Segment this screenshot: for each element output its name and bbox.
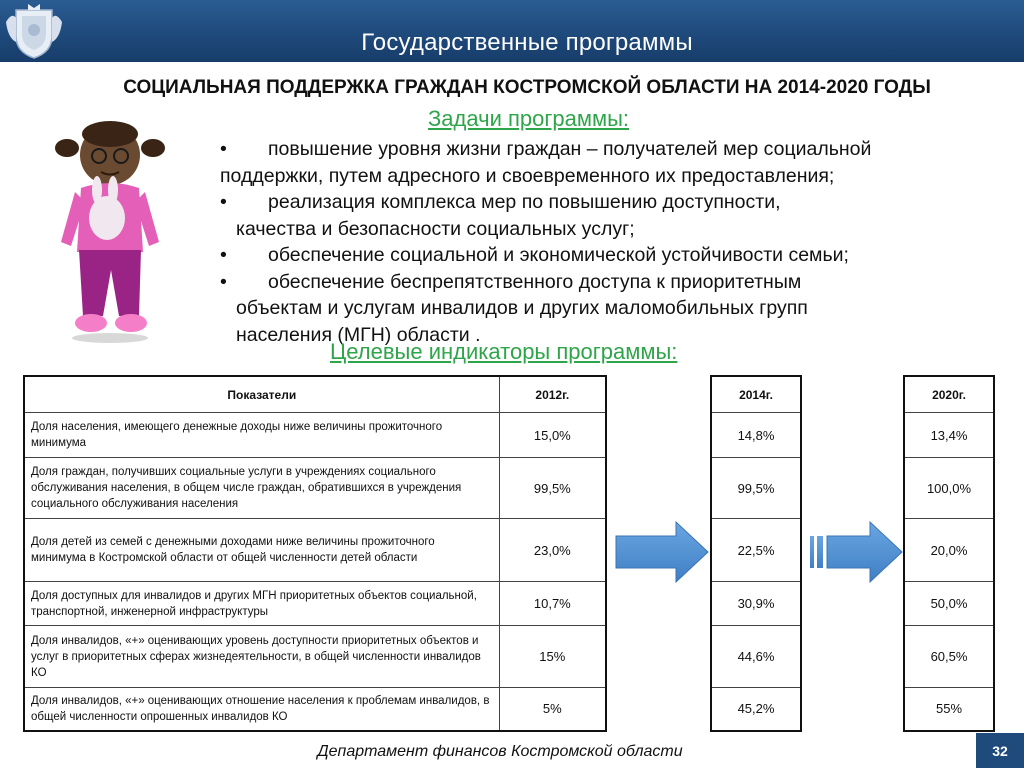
- value-2012: 15%: [499, 626, 606, 688]
- value-2020: 20,0%: [904, 519, 994, 582]
- footer-department: Департамент финансов Костромской области: [317, 743, 683, 760]
- table-row: [24, 688, 606, 731]
- value-2020: 55%: [904, 688, 994, 731]
- header-indicator: Показатели: [24, 376, 499, 413]
- task-text: реализация комплекса мер по повышению доступности,: [268, 191, 781, 213]
- bullet: •: [220, 270, 227, 293]
- value-2014: 99,5%: [711, 458, 801, 519]
- task-item-2: [220, 189, 980, 242]
- table-row: [711, 519, 801, 582]
- page-title: СОЦИАЛЬНАЯ ПОДДЕРЖКА ГРАЖДАН КОСТРОМСКОЙ ОБЛАСТИ НА 2014-2020 ГОДЫ: [123, 77, 931, 98]
- indicator-name: Доля инвалидов, «+» оценивающих уровень доступности приоритетных объектов и услуг в приоритетных сферах жизнедеятельности, в общей численности инвалидов КО: [24, 626, 499, 688]
- header-title: Государственные программы: [361, 29, 693, 56]
- indicator-name: Доля населения, имеющего денежные доходы ниже величины прожиточного минимума: [24, 413, 499, 458]
- table-row: [24, 458, 606, 519]
- value-2020: 50,0%: [904, 582, 994, 626]
- task-text: поддержки, путем адресного и своевременного их предоставления;: [220, 164, 835, 187]
- task-text: повышение уровня жизни граждан – получателей мер социальной: [268, 138, 872, 160]
- indicator-name: Доля детей из семей с денежными доходами ниже величины прожиточного минимума в Костромской области от общей численности детей области: [24, 519, 499, 582]
- value-2014: 14,8%: [711, 413, 801, 458]
- value-2014: 44,6%: [711, 626, 801, 688]
- striped-right-arrow-icon: [808, 520, 904, 584]
- header-2020: 2020г.: [904, 376, 994, 413]
- bullet: •: [220, 138, 227, 160]
- indicator-name: Доля доступных для инвалидов и других МГН приоритетных объектов социальной, транспортной, инженерной инфраструктуры: [24, 582, 499, 626]
- value-2014: 22,5%: [711, 519, 801, 582]
- table-row: [711, 413, 801, 458]
- task-text: обеспечение социальной и экономической устойчивости семьи;: [268, 244, 849, 266]
- table-header-row: [904, 376, 994, 413]
- table-row: [24, 582, 606, 626]
- table-row: [711, 688, 801, 731]
- indicator-name: Доля граждан, получивших социальные услуги в учреждениях социального обслуживания населения, в общем числе граждан, обратившихся в учреждения социального обслуживания населения: [24, 458, 499, 519]
- table-row: [904, 519, 994, 582]
- value-2012: 5%: [499, 688, 606, 731]
- task-item-4: [220, 269, 980, 349]
- bullet: •: [220, 191, 227, 213]
- value-2020: 13,4%: [904, 413, 994, 458]
- table-row: [904, 688, 994, 731]
- tasks-heading: Задачи программы:: [428, 106, 630, 131]
- table-row: [904, 458, 994, 519]
- indicators-heading: Целевые индикаторы программы:: [330, 339, 678, 364]
- value-2012: 99,5%: [499, 458, 606, 519]
- page-number: 32: [976, 733, 1024, 768]
- header-2012: 2012г.: [499, 376, 606, 413]
- value-2014: 45,2%: [711, 688, 801, 731]
- indicators-table-2014: [710, 375, 802, 732]
- indicators-table-2012: [23, 375, 607, 732]
- table-row: [711, 458, 801, 519]
- indicator-name: Доля инвалидов, «+» оценивающих отношение населения к проблемам инвалидов, в общей численности опрошенных инвалидов КО: [24, 688, 499, 731]
- task-text: населения (МГН) области .: [236, 323, 481, 346]
- girl-with-toy-illustration: [45, 120, 175, 345]
- bullet: •: [220, 244, 227, 266]
- table-row: [904, 626, 994, 688]
- indicators-table-2020: [903, 375, 995, 732]
- table-row: [711, 626, 801, 688]
- table-header-row: [24, 376, 606, 413]
- header-2014: 2014г.: [711, 376, 801, 413]
- task-text: объектам и услугам инвалидов и других маломобильных групп: [236, 297, 808, 319]
- task-text: обеспечение беспрепятственного доступа к приоритетным: [268, 270, 802, 293]
- table-row: [904, 582, 994, 626]
- task-item-1: [220, 136, 980, 189]
- header-bar: [0, 0, 1024, 62]
- table-row: [24, 413, 606, 458]
- right-arrow-icon: [614, 520, 710, 584]
- table-row: [711, 582, 801, 626]
- table-row: [24, 626, 606, 688]
- value-2012: 10,7%: [499, 582, 606, 626]
- value-2020: 60,5%: [904, 626, 994, 688]
- value-2012: 23,0%: [499, 519, 606, 582]
- table-row: [904, 413, 994, 458]
- table-header-row: [711, 376, 801, 413]
- task-text: качества и безопасности социальных услуг;: [236, 217, 635, 240]
- value-2020: 100,0%: [904, 458, 994, 519]
- value-2012: 15,0%: [499, 413, 606, 458]
- tasks-list: [220, 136, 980, 348]
- table-row: [24, 519, 606, 582]
- task-item-3: [220, 242, 980, 269]
- value-2014: 30,9%: [711, 582, 801, 626]
